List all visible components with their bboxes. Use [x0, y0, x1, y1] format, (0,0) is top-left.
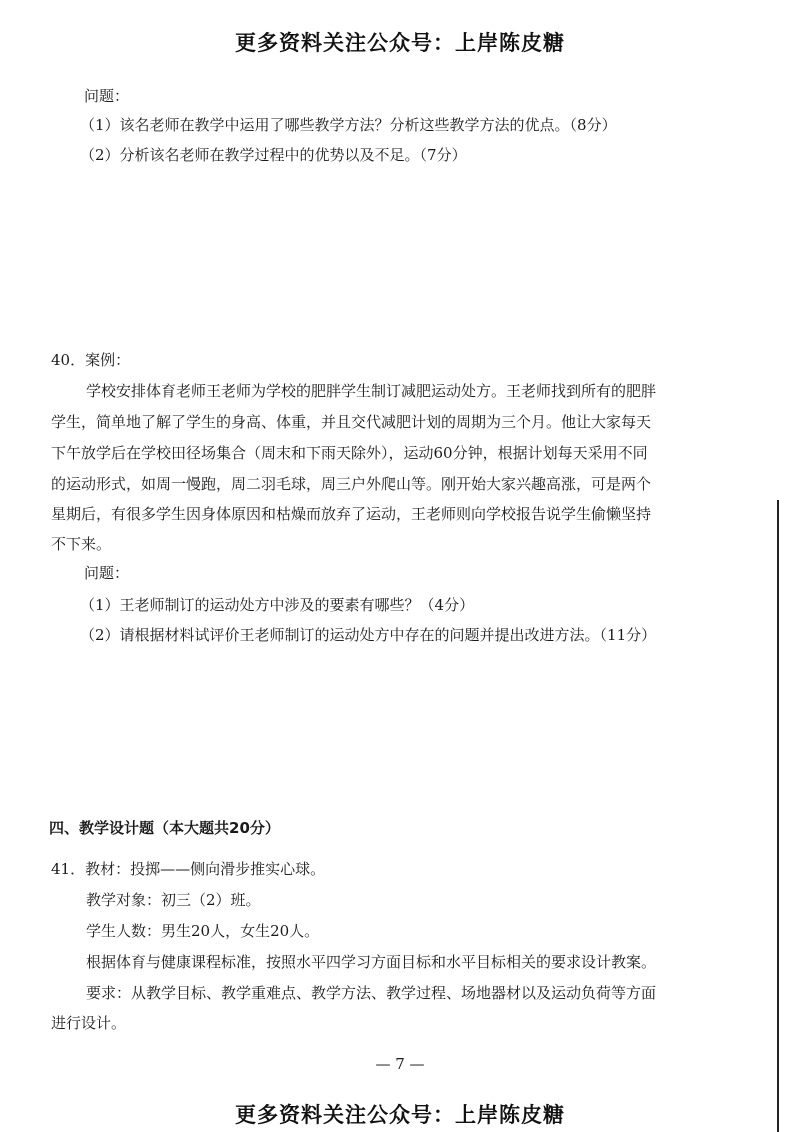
q41-line-4: 根据体育与健康课程标准，按照水平四学习方面目标和水平目标相关的要求设计教案。 [86, 953, 657, 971]
q41-line-6: 进行设计。 [51, 1014, 127, 1032]
q39-question-label: 问题： [84, 87, 130, 105]
q41-line-3: 学生人数：男生20人，女生20人。 [86, 922, 320, 940]
q40-item-1: （1）王老师制订的运动处方中涉及的要素有哪些？（4分） [80, 596, 475, 614]
q39-item-1: （1）该名老师在教学中运用了哪些教学方法？分析这些教学方法的优点。（8分） [80, 116, 617, 134]
scan-edge-line [777, 500, 779, 1132]
q39-item-2: （2）分析该名老师在教学过程中的优势以及不足。（7分） [80, 146, 467, 164]
header-banner: 更多资料关注公众号：上岸陈皮糖 [235, 31, 565, 55]
section-title: 四、教学设计题（本大题共20分） [49, 819, 280, 837]
q40-case-line-4: 的运动形式，如周一慢跑，周二羽毛球，周三户外爬山等。刚开始大家兴趣高涨，可是两个 [51, 475, 652, 493]
q40-case-line-3: 下午放学后在学校田径场集合（周末和下雨天除外），运动60分钟，根据计划每天采用不同 [51, 444, 648, 462]
footer-banner: 更多资料关注公众号：上岸陈皮糖 [235, 1103, 565, 1127]
q40-case-line-6: 不下来。 [51, 535, 112, 553]
q41-line-1: 41．教材：投掷——侧向滑步推实心球。 [51, 860, 326, 878]
q40-heading: 40．案例： [51, 351, 131, 369]
q41-line-2: 教学对象：初三（2）班。 [86, 891, 261, 909]
q40-case-line-5: 星期后，有很多学生因身体原因和枯燥而放弃了运动，王老师则向学校报告说学生偷懒坚持 [51, 505, 652, 523]
page-number: — 7 — [375, 1055, 425, 1073]
q40-case-line-1: 学校安排体育老师王老师为学校的肥胖学生制订减肥运动处方。王老师找到所有的肥胖 [86, 382, 657, 400]
q40-question-label: 问题： [84, 564, 130, 582]
q40-case-line-2: 学生，简单地了解了学生的身高、体重，并且交代减肥计划的周期为三个月。他让大家每天 [51, 413, 652, 431]
q40-item-2: （2）请根据材料试评价王老师制订的运动处方中存在的问题并提出改进方法。（11分） [80, 626, 657, 644]
q41-line-5: 要求：从教学目标、教学重难点、教学方法、教学过程、场地器材以及运动负荷等方面 [86, 984, 657, 1002]
